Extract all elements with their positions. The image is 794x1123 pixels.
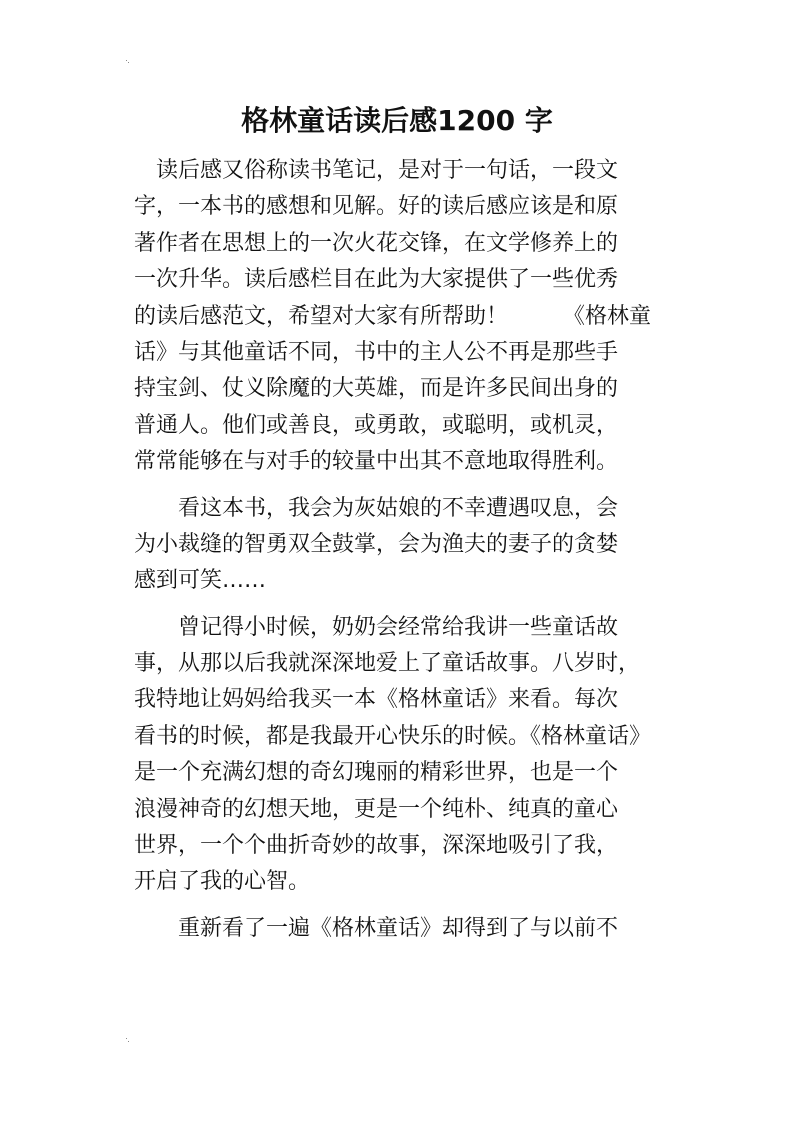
text-line: 感到可笑……: [134, 568, 267, 594]
text-line: 常常能够在与对手的较量中出其不意地取得胜利。: [134, 449, 619, 475]
text-line: 一次升华。读后感栏目在此为大家提供了一些优秀: [134, 267, 619, 293]
text-line: 看这本书，我会为灰姑娘的不幸遭遇叹息，会: [134, 495, 619, 521]
text-line: 浪漫神奇的幻想天地，更是一个纯朴、纯真的童心: [134, 796, 619, 822]
text-line: 读后感又俗称读书笔记，是对于一句话，一段文: [134, 158, 619, 183]
text-line: 是一个充满幻想的奇幻瑰丽的精彩世界，也是一个: [134, 760, 619, 786]
crop-mark-top: [126, 60, 136, 70]
text-line: 曾记得小时候，奶奶会经常给我讲一些童话故: [134, 614, 619, 640]
text-line: 话》与其他童话不同，书中的主人公不再是那些手: [134, 339, 619, 365]
text-line: 看书的时候，都是我最开心快乐的时候。《格林童话》: [134, 723, 652, 749]
text-line: 为小裁缝的智勇双全鼓掌，会为渔夫的妻子的贪婪: [134, 531, 619, 557]
text-line: 普通人。他们或善良，或勇敢，或聪明，或机灵，: [134, 412, 619, 438]
text-line: 我特地让妈妈给我买一本《格林童话》来看。每次: [134, 687, 619, 713]
text-line: 事，从那以后我就深深地爱上了童话故事。八岁时，: [134, 651, 641, 677]
text-line: 开启了我的心智。: [134, 869, 311, 895]
text-line: 世界，一个个曲折奇妙的故事，深深地吸引了我，: [134, 833, 619, 859]
text-line: 重新看了一遍《格林童话》却得到了与以前不: [134, 915, 619, 941]
page-title: 格林童话读后感1200 字: [241, 104, 553, 137]
text-line: 的读后感范文，希望对大家有所帮助！ 《格林童: [134, 303, 652, 329]
body-text: [134, 153, 674, 947]
text-line: 著作者在思想上的一次火花交锋，在文学修养上的: [134, 230, 619, 256]
crop-mark-bottom: [126, 1038, 136, 1048]
text-line: 持宝剑、仗义除魔的大英雄，而是许多民间出身的: [134, 376, 619, 402]
text-line: 字，一本书的感想和见解。好的读后感应该是和原: [134, 194, 619, 220]
